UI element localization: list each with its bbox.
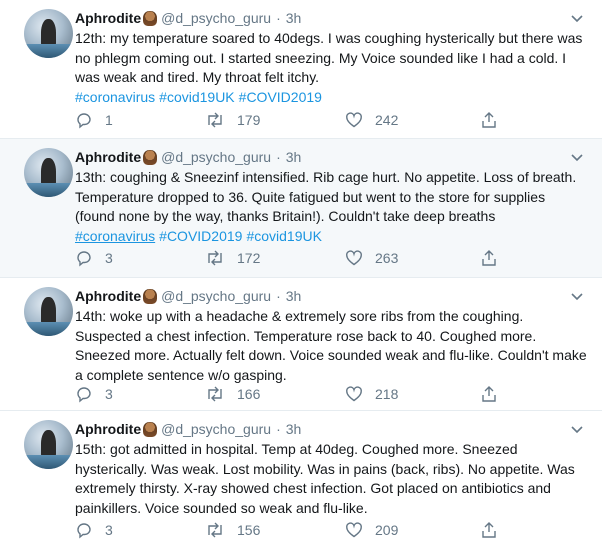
hashtag-link[interactable]: #COVID2019	[238, 88, 322, 105]
reply-button[interactable]	[75, 384, 113, 404]
tweet[interactable]	[0, 139, 602, 278]
reply-count: 3	[105, 386, 113, 402]
reply-count: 1	[105, 112, 113, 128]
tweet-body	[75, 286, 588, 385]
tweet-body	[75, 8, 588, 107]
timestamp[interactable]: 3h	[285, 421, 302, 437]
tweet-body	[75, 419, 588, 518]
user-handle[interactable]: @d_psycho_guru	[161, 10, 272, 26]
tweet-actions	[75, 520, 515, 540]
reply-icon	[75, 111, 93, 129]
retweet-count: 172	[237, 250, 261, 266]
share-icon	[480, 521, 498, 539]
like-count: 209	[375, 522, 399, 538]
reply-icon	[75, 249, 93, 267]
tweet[interactable]	[0, 278, 602, 411]
like-count: 263	[375, 250, 399, 266]
tweet-body	[75, 147, 588, 246]
display-name[interactable]: Aphrodite	[75, 10, 142, 26]
avatar[interactable]	[24, 9, 73, 58]
chevron-down-icon[interactable]	[570, 14, 584, 24]
like-count: 242	[375, 112, 399, 128]
hashtag-list	[75, 88, 588, 108]
hashtag-link[interactable]: #covid19UK	[246, 227, 322, 244]
reply-count: 3	[105, 522, 113, 538]
retweet-button[interactable]	[205, 110, 260, 130]
user-handle[interactable]: @d_psycho_guru	[161, 421, 272, 437]
woman-emoji-icon	[143, 289, 157, 304]
reply-button[interactable]	[75, 248, 113, 268]
share-button[interactable]	[480, 520, 498, 540]
retweet-button[interactable]	[205, 248, 260, 268]
tweet-actions	[75, 248, 515, 268]
retweet-button[interactable]	[205, 384, 260, 404]
heart-icon	[345, 385, 363, 403]
chevron-down-icon[interactable]	[570, 292, 584, 302]
timestamp[interactable]: 3h	[285, 149, 302, 165]
display-name[interactable]: Aphrodite	[75, 288, 142, 304]
timestamp[interactable]: 3h	[285, 288, 302, 304]
retweet-icon	[205, 249, 225, 267]
tweet-header	[75, 8, 588, 28]
heart-icon	[345, 249, 363, 267]
retweet-count: 179	[237, 112, 261, 128]
retweet-icon	[205, 111, 225, 129]
chevron-down-icon[interactable]	[570, 425, 584, 435]
hashtag-list	[75, 227, 588, 247]
retweet-icon	[205, 521, 225, 539]
heart-icon	[345, 111, 363, 129]
reply-icon	[75, 521, 93, 539]
share-button[interactable]	[480, 110, 498, 130]
separator-dot: ·	[276, 421, 281, 437]
retweet-icon	[205, 385, 225, 403]
share-button[interactable]	[480, 248, 498, 268]
share-button[interactable]	[480, 384, 498, 404]
tweet-actions	[75, 110, 515, 130]
avatar[interactable]	[24, 287, 73, 336]
user-handle[interactable]: @d_psycho_guru	[161, 149, 272, 165]
separator-dot: ·	[276, 149, 281, 165]
heart-icon	[345, 521, 363, 539]
like-count: 218	[375, 386, 399, 402]
reply-button[interactable]	[75, 520, 113, 540]
like-button[interactable]	[345, 384, 398, 404]
like-button[interactable]	[345, 248, 398, 268]
tweet-actions	[75, 384, 515, 404]
tweet-header	[75, 419, 588, 439]
retweet-button[interactable]	[205, 520, 260, 540]
like-button[interactable]	[345, 520, 398, 540]
user-handle[interactable]: @d_psycho_guru	[161, 288, 272, 304]
reply-button[interactable]	[75, 110, 113, 130]
retweet-count: 156	[237, 522, 261, 538]
chevron-down-icon[interactable]	[570, 153, 584, 163]
woman-emoji-icon	[143, 422, 157, 437]
display-name[interactable]: Aphrodite	[75, 149, 142, 165]
reply-icon	[75, 385, 93, 403]
separator-dot: ·	[276, 288, 281, 304]
tweet-header	[75, 286, 588, 306]
share-icon	[480, 111, 498, 129]
retweet-count: 166	[237, 386, 261, 402]
tweet-text: 15th: got admitted in hospital. Temp at 40deg. Coughed more. Sneezed hysterically. Was weak. Lost mobility. Was in pains (back, ribs). No appetite. Was extremely thirsty. X-ray showed chest infection. Got placed on antibiotics and painkillers. Voice sounded so weak and flu-like.	[75, 441, 575, 516]
reply-count: 3	[105, 250, 113, 266]
display-name[interactable]: Aphrodite	[75, 421, 142, 437]
separator-dot: ·	[276, 10, 281, 26]
woman-emoji-icon	[143, 150, 157, 165]
woman-emoji-icon	[143, 11, 157, 26]
avatar[interactable]	[24, 148, 73, 197]
tweet[interactable]	[0, 0, 602, 139]
hashtag-link[interactable]: #coronavirus	[75, 227, 156, 244]
tweet-text: 12th: my temperature soared to 40degs. I was coughing hysterically but there was no phlegm coming out. I started sneezing. My Voice sounded like I had a cold. I was weak and tired. My throat felt itchy.	[75, 30, 583, 85]
hashtag-link[interactable]: #covid19UK	[159, 88, 235, 105]
tweet-header	[75, 147, 588, 167]
share-icon	[480, 249, 498, 267]
hashtag-link[interactable]: #COVID2019	[159, 227, 243, 244]
hashtag-link[interactable]: #coronavirus	[75, 88, 156, 105]
tweet[interactable]	[0, 411, 602, 549]
timestamp[interactable]: 3h	[285, 10, 302, 26]
tweet-text: 14th: woke up with a headache & extremely sore ribs from the coughing. Suspected a chest infection. Temperature rose back to 40. Coughed more. Sneezed more. Actually felt down. Voice sounded weak and flu-like. Couldn't make a complete sentence w/o gasping.	[75, 308, 587, 383]
share-icon	[480, 385, 498, 403]
avatar[interactable]	[24, 420, 73, 469]
tweet-text: 13th: coughing & Sneezinf intensified. Rib cage hurt. No appetite. Loss of breath. Temperature dropped to 36. Quite fatigued but went to the store for supplies (found none by the way, thanks Britain!). Couldn't take deep breaths	[75, 169, 577, 224]
like-button[interactable]	[345, 110, 398, 130]
